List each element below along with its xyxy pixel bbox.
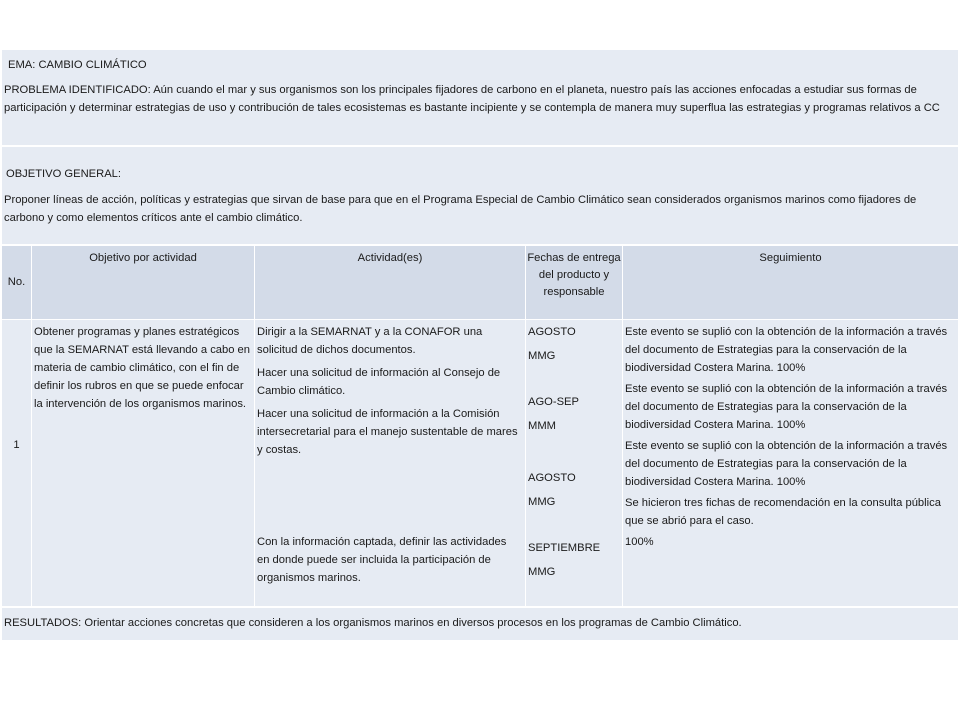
row-number: 1 — [2, 320, 31, 606]
problem-text: PROBLEMA IDENTIFICADO: Aún cuando el mar y sus organismos son los principales fijadores de carbono en el planeta, nuestro país las acciones enfocadas a estudiar sus formas de participación y determinar estrategias de uso y contribución de tales ecosistemas es bastante incipiente y se contempla de manera muy superflua las estrategias y programas relativos a CC — [4, 84, 940, 114]
general-objective-section — [2, 147, 958, 245]
responsible-text: MMG — [528, 496, 556, 508]
header-objective: Objetivo por actividad — [32, 246, 254, 319]
responsible-text: MMG — [528, 566, 556, 578]
results-section — [2, 607, 958, 640]
general-objective-text: Proponer líneas de acción, políticas y estrategias que sirvan de base para que en el Programa Especial de Cambio Climático sean considerados organismos marinos como fijadores de carbono y como elementos críticos ante el cambio climático. — [4, 194, 917, 224]
follow-up-item: Este evento se suplió con la obtención de la información a través del documento de Estrategias para la conservación de la biodiversidad Costera Marina. 100% — [625, 440, 948, 488]
dates-cell — [526, 320, 622, 606]
activity-objective-cell — [32, 320, 254, 606]
activity-item: Hacer una solicitud de información al Consejo de Cambio climático. — [257, 367, 501, 397]
follow-up-item: Este evento se suplió con la obtención de la información a través del documento de Estrategias para la conservación de la biodiversidad Costera Marina. 100% — [625, 383, 948, 431]
date-text: AGOSTO — [528, 326, 576, 338]
date-text: AGO-SEP — [528, 396, 579, 408]
header-no: No. — [2, 246, 31, 319]
activities-cell — [255, 320, 525, 606]
theme-section — [2, 50, 958, 146]
date-text: SEPTIEMBRE — [528, 542, 601, 554]
follow-up-item: Se hicieron tres fichas de recomendación en la consulta pública que se abrió para el caso. — [625, 497, 941, 527]
follow-up-percentage: 100% — [625, 536, 654, 548]
header-dates: Fechas de entrega del producto y responsable — [526, 246, 622, 319]
date-text: AGOSTO — [528, 472, 576, 484]
activity-item: Dirigir a la SEMARNAT y a la CONAFOR una solicitud de dichos documentos. — [257, 326, 483, 356]
responsible-text: MMG — [528, 350, 556, 362]
responsible-text: MMM — [528, 420, 556, 432]
results-text: RESULTADOS: Orientar acciones concretas que consideren a los organismos marinos en diversos procesos en los programas de Cambio Climático. — [4, 617, 742, 629]
header-follow-up: Seguimiento — [623, 246, 958, 319]
general-objective-label: OBJETIVO GENERAL: — [6, 168, 122, 180]
theme-label: EMA: CAMBIO CLIMÁTICO — [8, 59, 147, 71]
activity-item: Con la información captada, definir las actividades en donde puede ser incluida la participación de organismos marinos. — [257, 536, 507, 584]
header-activities: Actividad(es) — [255, 246, 525, 319]
activity-objective-text: Obtener programas y planes estratégicos que la SEMARNAT está llevando a cabo en materia de cambio climático, con el fin de definir los rubros en que se puede enfocar la intervención de los organismos marinos. — [34, 326, 251, 410]
follow-up-cell — [623, 320, 958, 606]
follow-up-item: Este evento se suplió con la obtención de la información a través del documento de Estrategias para la conservación de la biodiversidad Costera Marina. 100% — [625, 326, 948, 374]
activity-item: Hacer una solicitud de información a la Comisión intersecretarial para el manejo sustentable de mares y costas. — [257, 408, 518, 456]
